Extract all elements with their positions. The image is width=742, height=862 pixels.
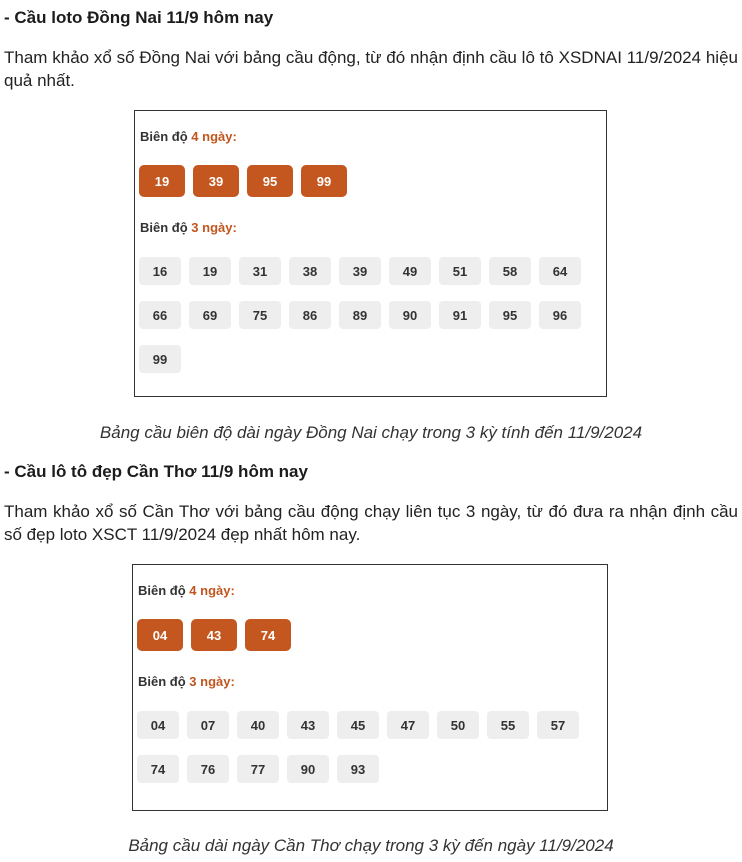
number-chip: 69 bbox=[189, 301, 231, 329]
amplitude-3-days-numbers bbox=[137, 711, 597, 799]
dong-nai-heading: - Cầu loto Đồng Nai 11/9 hôm nay bbox=[4, 8, 274, 27]
number-chip: 95 bbox=[489, 301, 531, 329]
number-chip: 38 bbox=[289, 257, 331, 285]
dong-nai-caption: Bảng cầu biên độ dài ngày Đồng Nai chạy trong 3 kỳ tính đến 11/9/2024 bbox=[99, 423, 643, 442]
number-chip: 47 bbox=[387, 711, 429, 739]
number-chip: 19 bbox=[139, 165, 185, 197]
amplitude-3-days-numbers bbox=[139, 257, 599, 389]
number-chip: 77 bbox=[237, 755, 279, 783]
can-tho-bridge-table bbox=[132, 564, 608, 811]
number-chip: 43 bbox=[287, 711, 329, 739]
amplitude-3-days-label: Biên độ 3 ngày: bbox=[140, 220, 237, 235]
number-chip: 16 bbox=[139, 257, 181, 285]
number-chip: 76 bbox=[187, 755, 229, 783]
number-chip: 55 bbox=[487, 711, 529, 739]
number-chip: 96 bbox=[539, 301, 581, 329]
number-chip: 58 bbox=[489, 257, 531, 285]
number-chip: 93 bbox=[337, 755, 379, 783]
number-chip: 50 bbox=[437, 711, 479, 739]
number-chip: 99 bbox=[301, 165, 347, 197]
number-chip: 31 bbox=[239, 257, 281, 285]
number-chip: 49 bbox=[389, 257, 431, 285]
number-chip: 19 bbox=[189, 257, 231, 285]
number-chip: 07 bbox=[187, 711, 229, 739]
number-chip: 89 bbox=[339, 301, 381, 329]
number-chip: 95 bbox=[247, 165, 293, 197]
number-chip: 99 bbox=[139, 345, 181, 373]
number-chip: 45 bbox=[337, 711, 379, 739]
number-chip: 74 bbox=[245, 619, 291, 651]
number-chip: 86 bbox=[289, 301, 331, 329]
number-chip: 57 bbox=[537, 711, 579, 739]
number-chip: 91 bbox=[439, 301, 481, 329]
number-chip: 04 bbox=[137, 619, 183, 651]
number-chip: 66 bbox=[139, 301, 181, 329]
amplitude-4-days-label: Biên độ 4 ngày: bbox=[140, 129, 237, 144]
amplitude-4-days-numbers bbox=[139, 165, 599, 197]
dong-nai-paragraph: Tham khảo xổ số Đồng Nai với bảng cầu động, từ đó nhận định cầu lô tô XSDNAI 11/9/2024 hiệu quả nhất. bbox=[4, 48, 738, 90]
number-chip: 43 bbox=[191, 619, 237, 651]
number-chip: 75 bbox=[239, 301, 281, 329]
number-chip: 74 bbox=[137, 755, 179, 783]
number-chip: 90 bbox=[287, 755, 329, 783]
number-chip: 90 bbox=[389, 301, 431, 329]
number-chip: 39 bbox=[339, 257, 381, 285]
amplitude-4-days-label: Biên độ 4 ngày: bbox=[138, 583, 235, 598]
can-tho-heading: - Cầu lô tô đẹp Cần Thơ 11/9 hôm nay bbox=[4, 462, 308, 481]
number-chip: 40 bbox=[237, 711, 279, 739]
number-chip: 04 bbox=[137, 711, 179, 739]
can-tho-caption: Bảng cầu dài ngày Cần Thơ chạy trong 3 kỳ đến ngày 11/9/2024 bbox=[128, 836, 614, 855]
number-chip: 64 bbox=[539, 257, 581, 285]
amplitude-3-days-label: Biên độ 3 ngày: bbox=[138, 674, 235, 689]
amplitude-4-days-numbers bbox=[137, 619, 597, 651]
number-chip: 39 bbox=[193, 165, 239, 197]
dong-nai-bridge-table bbox=[134, 110, 607, 397]
can-tho-paragraph: Tham khảo xổ số Cần Thơ với bảng cầu động chạy liên tục 3 ngày, từ đó đưa ra nhận định cầu số đẹp loto XSCT 11/9/2024 đẹp nhất hôm nay. bbox=[4, 502, 738, 544]
number-chip: 51 bbox=[439, 257, 481, 285]
